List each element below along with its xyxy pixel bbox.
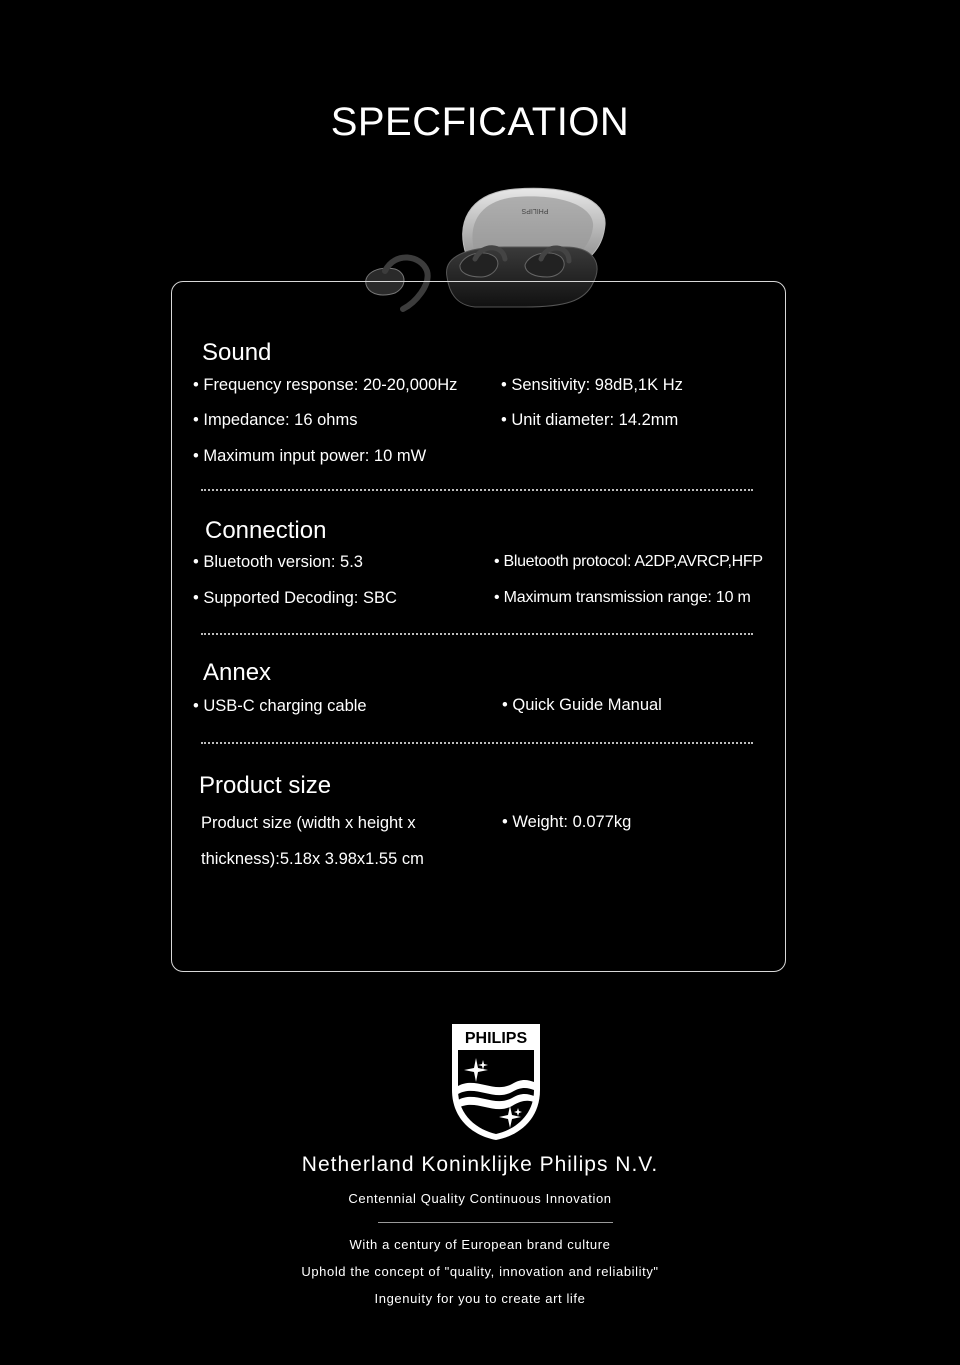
footer-line-1: With a century of European brand culture (349, 1237, 611, 1252)
company-name: Netherland Koninklijke Philips N.V. (301, 1153, 659, 1176)
philips-shield-logo (448, 1020, 544, 1142)
divider (201, 633, 753, 635)
spec-weight: • Weight: 0.077kg (502, 813, 632, 831)
section-title-connection: Connection (205, 517, 327, 544)
logo-text: PHILIPS (464, 1030, 528, 1047)
footer-divider (378, 1222, 613, 1223)
spec-manual: • Quick Guide Manual (502, 696, 662, 714)
company-tagline: Centennial Quality Continuous Innovation (348, 1191, 612, 1206)
footer-line-2: Uphold the concept of "quality, innovation and reliability" (301, 1264, 659, 1279)
spec-bt-protocol: • Bluetooth protocol: A2DP,AVRCP,HFP (494, 553, 763, 570)
spec-range: • Maximum transmission range: 10 m (494, 589, 751, 606)
page-title: SPECFICATION (330, 100, 630, 144)
case-brand-label: PHILIPS (521, 207, 549, 214)
spec-unit-diameter: • Unit diameter: 14.2mm (501, 411, 679, 429)
footer-line-3: Ingenuity for you to create art life (374, 1291, 586, 1306)
section-title-sound: Sound (202, 339, 272, 366)
spec-max-power: • Maximum input power: 10 mW (193, 447, 427, 465)
spec-impedance: • Impedance: 16 ohms (193, 411, 358, 429)
spec-decoding: • Supported Decoding: SBC (193, 589, 397, 607)
section-title-annex: Annex (203, 659, 272, 686)
spec-bt-version: • Bluetooth version: 5.3 (193, 553, 363, 571)
spec-frequency: • Frequency response: 20-20,000Hz (193, 376, 458, 394)
divider (201, 742, 753, 744)
spec-size-line1: Product size (width x height x (201, 814, 416, 832)
spec-cable: • USB-C charging cable (193, 697, 367, 715)
divider (201, 489, 753, 491)
section-title-product-size: Product size (199, 772, 332, 799)
spec-size-line2: thickness):5.18x 3.98x1.55 cm (201, 850, 424, 868)
spec-sensitivity: • Sensitivity: 98dB,1K Hz (501, 376, 683, 394)
